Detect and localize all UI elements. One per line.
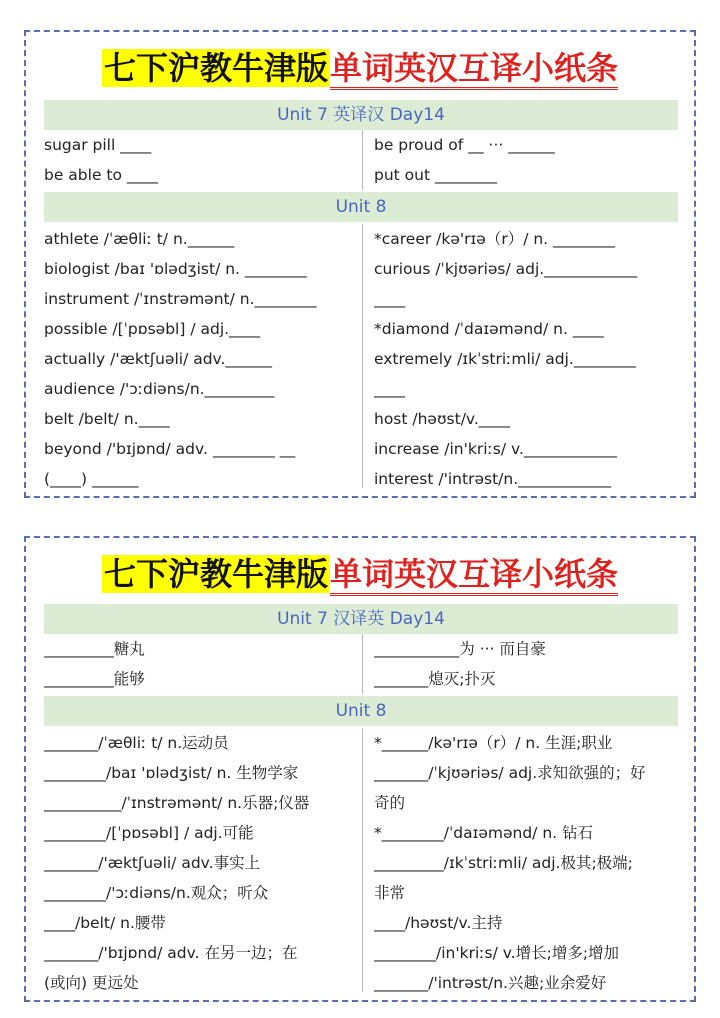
unit7-left-column: [44, 130, 362, 190]
unit8-section: [44, 224, 678, 494]
vocab-line: *diamond /ˈdaɪəmənd/ n. ____: [374, 320, 604, 338]
vocab-line: athlete /ˈæθliː t/ n.______: [44, 230, 235, 248]
vocab-line: 奇的: [374, 794, 406, 812]
vocab-line: possible /[ˈpɒsəbl] / adj.____: [44, 320, 261, 338]
vocab-line: ________/in'kriːs/ v.增长;增多;增加: [374, 944, 620, 962]
unit7-right-column: [374, 130, 678, 190]
section-header-unit8: Unit 8: [44, 696, 678, 726]
vocab-line: (或向) 更远处: [44, 974, 139, 992]
vocab-line: audience /'ɔːdiəns/n._________: [44, 380, 275, 398]
vocab-line: (____) ______: [44, 470, 139, 488]
vocab-line: _________能够: [44, 670, 145, 688]
card-title: [26, 46, 694, 90]
title-red: 单词英汉互译小纸条: [330, 49, 618, 90]
title-red: 单词英汉互译小纸条: [330, 555, 618, 596]
section-header-unit8: Unit 8: [44, 192, 678, 222]
vocab-line: _______熄灭;扑灭: [374, 670, 496, 688]
vocab-line: ___________为 ··· 而自豪: [374, 640, 546, 658]
vocab-card-en-to-cn: [24, 30, 696, 498]
vocab-line: _______/ˈkjʊəriəs/ adj.求知欲强的；好: [374, 764, 646, 782]
unit7-left-column: [44, 634, 362, 694]
vocab-line: _______/'æktʃuəli/ adv.事实上: [44, 854, 261, 872]
vocab-line: sugar pill ____: [44, 136, 152, 154]
vocab-line: instrument /ˈɪnstrəmənt/ n.________: [44, 290, 317, 308]
vocab-line: host /həʊst/v.____: [374, 410, 510, 428]
vocab-line: be able to ____: [44, 166, 158, 184]
unit8-left-column: [44, 224, 362, 494]
vocab-line: interest /'intrəst/n.____________: [374, 470, 612, 488]
vocab-line: be proud of __ ··· ______: [374, 136, 555, 154]
vocab-line: *______/kə'rɪə（r）/ n. 生涯;职业: [374, 734, 613, 752]
vocab-line: ________/baɪ 'ɒlədʒist/ n. 生物学家: [44, 764, 299, 782]
vocab-line: ________/[ˈpɒsəbl] / adj.可能: [44, 824, 254, 842]
title-highlight: 七下沪教牛津版: [103, 555, 328, 593]
vocab-line: extremely /ɪkˈstriːmli/ adj.________: [374, 350, 636, 368]
column-divider: [362, 728, 363, 992]
vocab-line: _________糖丸: [44, 640, 145, 658]
vocab-line: curious /ˈkjʊəriəs/ adj.____________: [374, 260, 638, 278]
vocab-line: _______/ˈæθliː t/ n.运动员: [44, 734, 229, 752]
vocab-line: *career /kə'rɪə（r）/ n. ________: [374, 230, 616, 248]
unit8-right-column: [374, 224, 678, 494]
section-header-unit7: Unit 7 英译汉 Day14: [44, 100, 678, 130]
vocab-line: ________/'ɔːdiəns/n.观众；听众: [44, 884, 269, 902]
unit7-section: [44, 130, 678, 190]
column-divider: [362, 130, 363, 190]
section-header-unit7: Unit 7 汉译英 Day14: [44, 604, 678, 634]
vocab-line: _________/ɪkˈstriːmli/ adj.极其;极端;: [374, 854, 633, 872]
unit8-section: [44, 728, 678, 998]
unit8-right-column: [374, 728, 678, 998]
vocab-line: ____: [374, 380, 405, 398]
column-divider: [362, 634, 363, 694]
vocab-card-cn-to-en: [24, 536, 696, 1002]
unit8-left-column: [44, 728, 362, 998]
vocab-line: put out ________: [374, 166, 497, 184]
vocab-line: beyond /'bɪjɒnd/ adv. ________ __: [44, 440, 296, 458]
vocab-line: belt /belt/ n.____: [44, 410, 170, 428]
vocab-line: ____/həʊst/v.主持: [374, 914, 503, 932]
title-highlight: 七下沪教牛津版: [103, 49, 328, 87]
column-divider: [362, 224, 363, 488]
unit7-section: [44, 634, 678, 694]
vocab-line: _______/'bɪjɒnd/ adv. 在另一边；在: [44, 944, 298, 962]
vocab-line: __________/ˈɪnstrəmənt/ n.乐器;仪器: [44, 794, 310, 812]
unit7-right-column: [374, 634, 678, 694]
vocab-line: 非常: [374, 884, 406, 902]
card-title: [26, 552, 694, 596]
vocab-line: actually /'æktʃuəli/ adv.______: [44, 350, 272, 368]
vocab-line: biologist /baɪ 'ɒlədʒist/ n. ________: [44, 260, 307, 278]
vocab-line: ____/belt/ n.腰带: [44, 914, 166, 932]
vocab-line: *________/ˈdaɪəmənd/ n. 钻石: [374, 824, 593, 842]
vocab-line: increase /in'kriːs/ v.____________: [374, 440, 617, 458]
vocab-line: _______/'intrəst/n.兴趣;业余爱好: [374, 974, 607, 992]
vocab-line: ____: [374, 290, 405, 308]
